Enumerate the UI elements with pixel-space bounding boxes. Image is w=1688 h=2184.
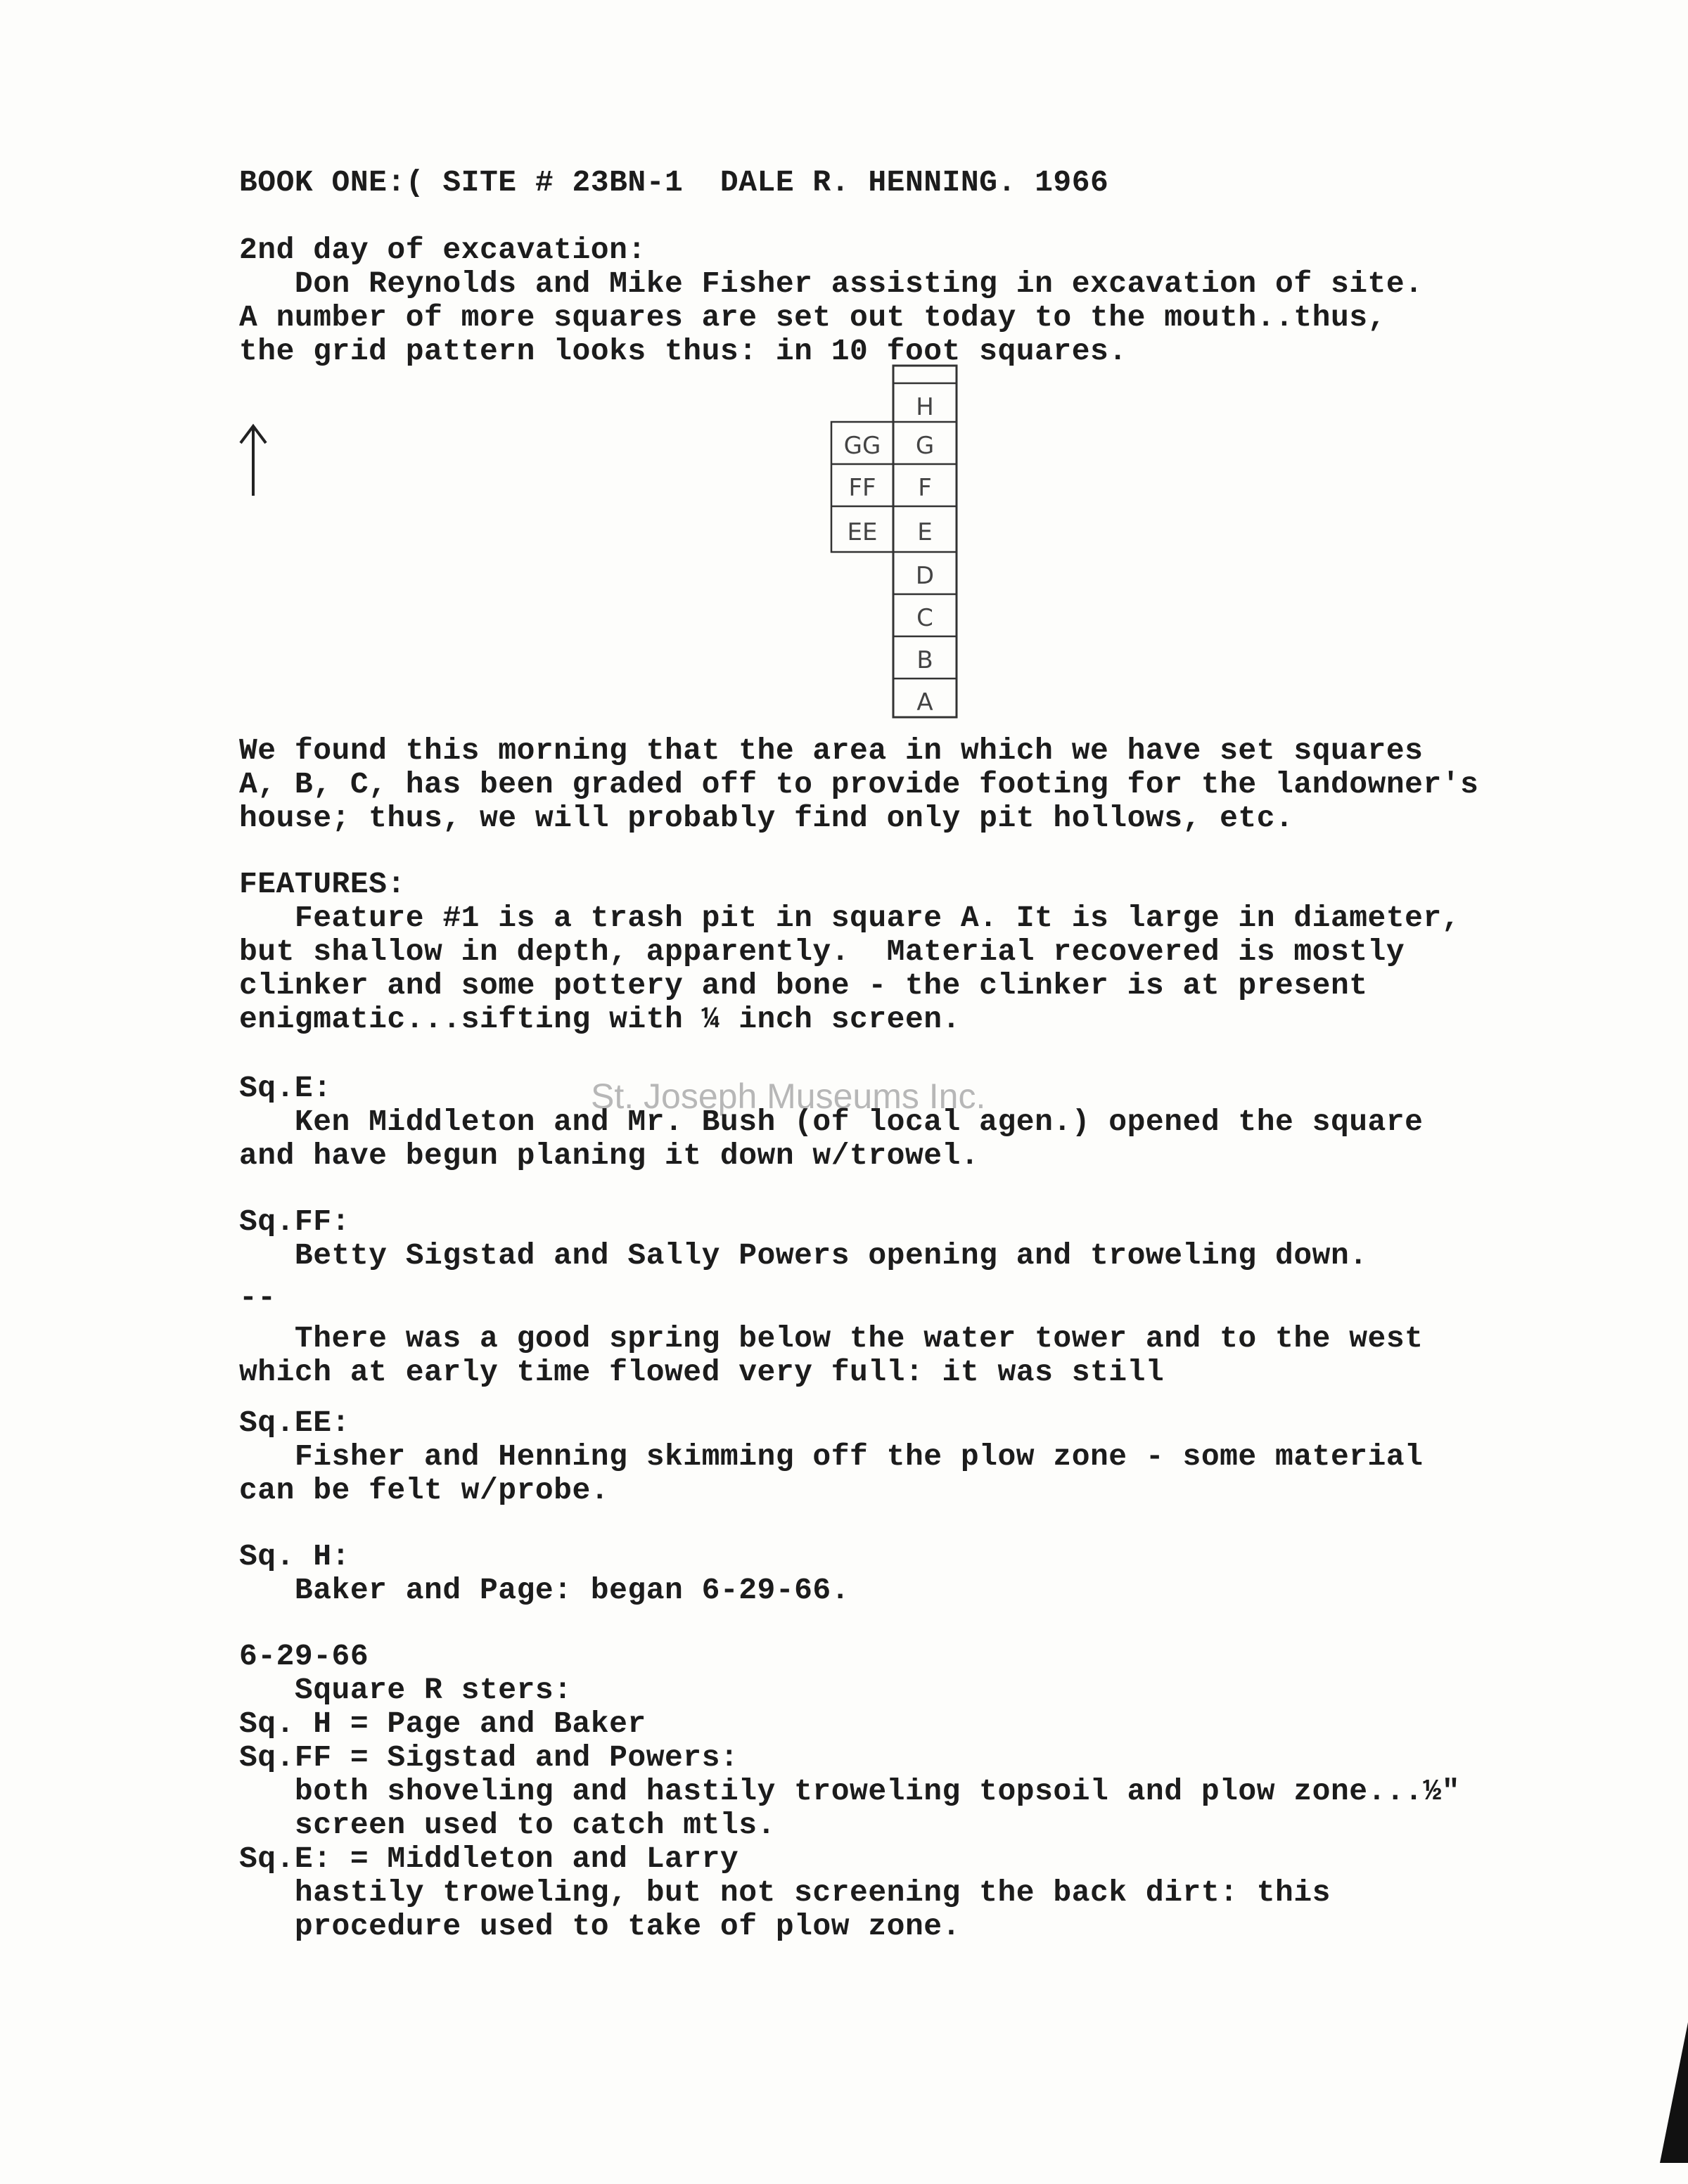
body-line: Betty Sigstad and Sally Powers opening and troweling down.	[239, 1238, 1368, 1273]
roster-line: Sq. H = Page and Baker	[239, 1707, 646, 1741]
north-arrow-icon	[232, 422, 274, 499]
grid-cell-label: G	[915, 432, 935, 460]
body-line: but shallow in depth, apparently. Material recovered is mostly	[239, 934, 1405, 969]
roster-line: Sq.E: = Middleton and Larry	[239, 1842, 739, 1876]
intro-line: A number of more squares are set out today to the mouth..thus,	[239, 300, 1386, 335]
roster-line: both shoveling and hastily troweling topsoil and plow zone...½"	[239, 1774, 1461, 1809]
roster-title: Square R sters:	[239, 1673, 573, 1707]
roster-line: Sq.FF = Sigstad and Powers:	[239, 1740, 739, 1775]
grid-cell-label: D	[915, 562, 935, 590]
section-heading: Sq.EE:	[239, 1406, 350, 1440]
section-heading: FEATURES:	[239, 867, 406, 901]
section-heading: Sq.FF:	[239, 1205, 350, 1239]
body-line: There was a good spring below the water tower and to the west	[239, 1321, 1424, 1356]
grid-cell-label: C	[916, 604, 933, 632]
roster-line: screen used to catch mtls.	[239, 1808, 776, 1842]
document-header: BOOK ONE:( SITE # 23BN-1 DALE R. HENNING. 1966	[239, 165, 1109, 200]
grid-cell-label: GG	[843, 432, 881, 460]
grid-cell-label: FF	[848, 474, 876, 502]
body-line: Ken Middleton and Mr. Bush (of local agen.) opened the square	[239, 1105, 1424, 1139]
grid-cell-label: EE	[847, 518, 878, 546]
body-line: clinker and some pottery and bone - the clinker is at present	[239, 968, 1368, 1003]
body-line: Fisher and Henning skimming off the plow zone - some material	[239, 1439, 1424, 1474]
separator-dash: --	[239, 1280, 276, 1315]
body-line: We found this morning that the area in which we have set squares	[239, 733, 1424, 768]
excavation-grid-sketch	[823, 352, 1006, 731]
body-line: house; thus, we will probably find only pit hollows, etc.	[239, 801, 1294, 835]
section-heading: Sq.E:	[239, 1071, 332, 1105]
watermark: St. Joseph Museums Inc.	[591, 1077, 986, 1116]
roster-line: procedure used to take of plow zone.	[239, 1909, 961, 1944]
grid-cell-label: B	[916, 646, 933, 674]
intro-line: the grid pattern looks thus: in 10 foot squares.	[239, 334, 1127, 368]
intro-line: Don Reynolds and Mike Fisher assisting in excavation of site.	[239, 266, 1424, 301]
scan-edge-shadow	[1639, 2022, 1688, 2163]
body-line: can be felt w/probe.	[239, 1473, 610, 1508]
intro-heading: 2nd day of excavation:	[239, 233, 646, 267]
body-line: A, B, C, has been graded off to provide footing for the landowner's	[239, 767, 1479, 802]
roster-date: 6-29-66	[239, 1639, 369, 1674]
grid-cell-label: A	[916, 688, 933, 717]
roster-line: hastily troweling, but not screening the back dirt: this	[239, 1875, 1331, 1910]
body-line: enigmatic...sifting with ¼ inch screen.	[239, 1002, 961, 1036]
grid-cell-label: H	[916, 393, 934, 421]
section-heading: Sq. H:	[239, 1539, 350, 1574]
grid-cell-label: F	[918, 474, 932, 502]
grid-cell-label: E	[917, 518, 933, 546]
body-line: and have begun planing it down w/trowel.	[239, 1138, 980, 1173]
body-line: Feature #1 is a trash pit in square A. It is large in diameter,	[239, 901, 1461, 935]
body-line: which at early time flowed very full: it was still	[239, 1355, 1165, 1389]
body-line: Baker and Page: began 6-29-66.	[239, 1573, 850, 1607]
